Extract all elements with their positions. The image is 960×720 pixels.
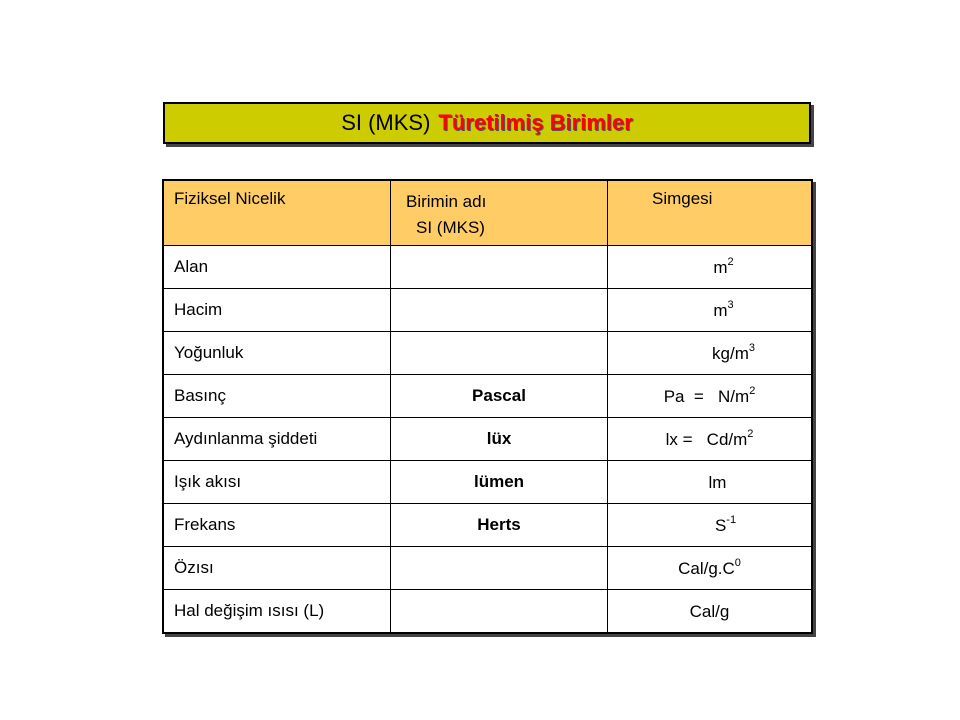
table-row — [163, 590, 812, 634]
unit-name-cell — [391, 332, 608, 375]
symbol-text: lm — [708, 473, 727, 492]
header-quantity-label: Fiziksel Nicelik — [174, 189, 286, 208]
symbol-cell — [608, 504, 813, 547]
symbol-cell — [608, 289, 813, 332]
table-row — [163, 418, 812, 461]
unit-name-cell: Pascal — [391, 375, 608, 418]
unit-name-cell: Herts — [391, 504, 608, 547]
symbol-cell — [608, 547, 813, 590]
table-body — [163, 246, 812, 634]
derived-units-table — [162, 179, 813, 634]
quantity-cell: Aydınlanma şiddeti — [163, 418, 391, 461]
symbol-cell — [608, 375, 813, 418]
quantity-cell: Hacim — [163, 289, 391, 332]
symbol-cell — [608, 418, 813, 461]
quantity-cell: Özısı — [163, 547, 391, 590]
symbol-text: m — [713, 301, 728, 320]
unit-name-cell — [391, 590, 608, 634]
symbol-cell — [608, 590, 813, 634]
quantity-cell: Hal değişim ısısı (L) — [163, 590, 391, 634]
header-cell-symbol — [608, 180, 813, 246]
symbol-exponent: 0 — [734, 557, 741, 569]
table-row — [163, 246, 812, 289]
header-cell-unit-name — [391, 180, 608, 246]
symbol-exponent: 3 — [727, 299, 734, 311]
header-unit-system-label: SI (MKS) — [416, 218, 485, 237]
header-unit-name-label: Birimin adı — [406, 192, 487, 211]
symbol-exponent: 2 — [747, 428, 754, 440]
quantity-cell: Işık akısı — [163, 461, 391, 504]
symbol-text: Cal/g — [689, 602, 730, 621]
symbol-text: Pa = N/m — [663, 387, 750, 406]
table-row — [163, 547, 812, 590]
unit-name-cell — [391, 547, 608, 590]
header-cell-quantity — [163, 180, 391, 246]
quantity-cell: Yoğunluk — [163, 332, 391, 375]
symbol-text: lx = Cd/m — [665, 430, 748, 449]
header-symbol-label: Simgesi — [652, 189, 713, 208]
symbol-cell — [608, 246, 813, 289]
slide-title — [163, 102, 811, 144]
title-highlight: Türetilmiş Birimler — [438, 110, 633, 135]
unit-name-cell: lüx — [391, 418, 608, 461]
table-row — [163, 375, 812, 418]
symbol-text: S — [714, 516, 727, 535]
quantity-cell: Frekans — [163, 504, 391, 547]
table-header-row — [163, 180, 812, 246]
unit-name-cell: lümen — [391, 461, 608, 504]
unit-name-cell — [391, 246, 608, 289]
symbol-exponent: -1 — [726, 514, 737, 526]
symbol-text: m — [713, 258, 728, 277]
unit-name-cell — [391, 289, 608, 332]
table-row — [163, 332, 812, 375]
symbol-text: Cal/g.C — [678, 559, 735, 578]
title-prefix: SI (MKS) — [341, 110, 431, 135]
symbol-text: kg/m — [712, 344, 749, 363]
symbol-exponent: 2 — [727, 256, 734, 268]
table-row — [163, 504, 812, 547]
symbol-exponent: 2 — [749, 385, 756, 397]
quantity-cell: Basınç — [163, 375, 391, 418]
symbol-cell — [608, 332, 813, 375]
table-row — [163, 289, 812, 332]
symbol-exponent: 3 — [748, 342, 755, 354]
quantity-cell: Alan — [163, 246, 391, 289]
table-row — [163, 461, 812, 504]
symbol-cell — [608, 461, 813, 504]
